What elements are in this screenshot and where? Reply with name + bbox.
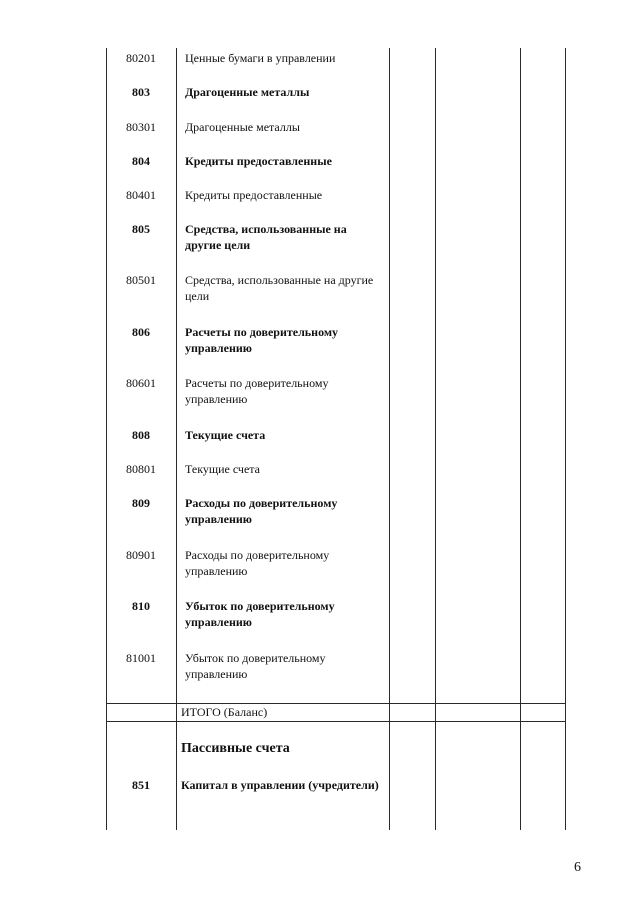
account-code: 804 xyxy=(132,154,150,168)
account-name: Расчеты по доверительному управлению xyxy=(185,376,329,406)
account-code: 81001 xyxy=(126,651,156,665)
account-code: 808 xyxy=(132,428,150,442)
account-code: 80401 xyxy=(126,188,156,202)
account-code: 80901 xyxy=(126,548,156,562)
account-code: 803 xyxy=(132,85,150,99)
account-name: Капитал в управлении (учредители) xyxy=(181,778,379,792)
account-name: Кредиты предоставленные xyxy=(185,188,323,202)
account-name: Кредиты предоставленные xyxy=(185,154,332,168)
account-name: Текущие счета xyxy=(185,462,261,476)
account-name: Убыток по доверительному управлению xyxy=(185,599,335,629)
table-divider-col-4 xyxy=(435,48,436,830)
account-name: Средства, использованные на другие цели xyxy=(185,222,347,252)
account-code: 805 xyxy=(132,222,150,236)
account-name: Драгоценные металлы xyxy=(185,120,300,134)
account-code: 80301 xyxy=(126,120,156,134)
account-code: 806 xyxy=(132,325,150,339)
account-name: Ценные бумаги в управлении xyxy=(185,51,336,65)
total-row-bottom-border xyxy=(106,721,566,722)
page-number: 6 xyxy=(574,860,581,875)
account-name: Расходы по доверительному управлению xyxy=(185,548,330,578)
account-name: Драгоценные металлы xyxy=(185,85,310,99)
table-divider-col-5 xyxy=(520,48,521,830)
account-name: Расходы по доверительному управлению xyxy=(185,496,338,526)
account-code: 80601 xyxy=(126,376,156,390)
table-divider-code-name xyxy=(176,48,177,830)
table-border-right xyxy=(565,48,566,830)
account-code: 810 xyxy=(132,599,150,613)
account-name: Расчеты по доверительному управлению xyxy=(185,325,339,355)
account-code: 80801 xyxy=(126,462,156,476)
account-code: 80201 xyxy=(126,51,156,65)
table-divider-col-3 xyxy=(389,48,390,830)
account-name: Убыток по доверительному управлению xyxy=(185,651,326,681)
section-heading: Пассивные счета xyxy=(181,741,290,756)
account-name: Текущие счета xyxy=(185,428,266,442)
account-name: Средства, использованные на другие цели xyxy=(185,273,374,303)
account-code: 809 xyxy=(132,496,150,510)
account-code: 851 xyxy=(132,778,150,792)
account-code: 80501 xyxy=(126,273,156,287)
total-row-label: ИТОГО (Баланс) xyxy=(181,705,268,719)
